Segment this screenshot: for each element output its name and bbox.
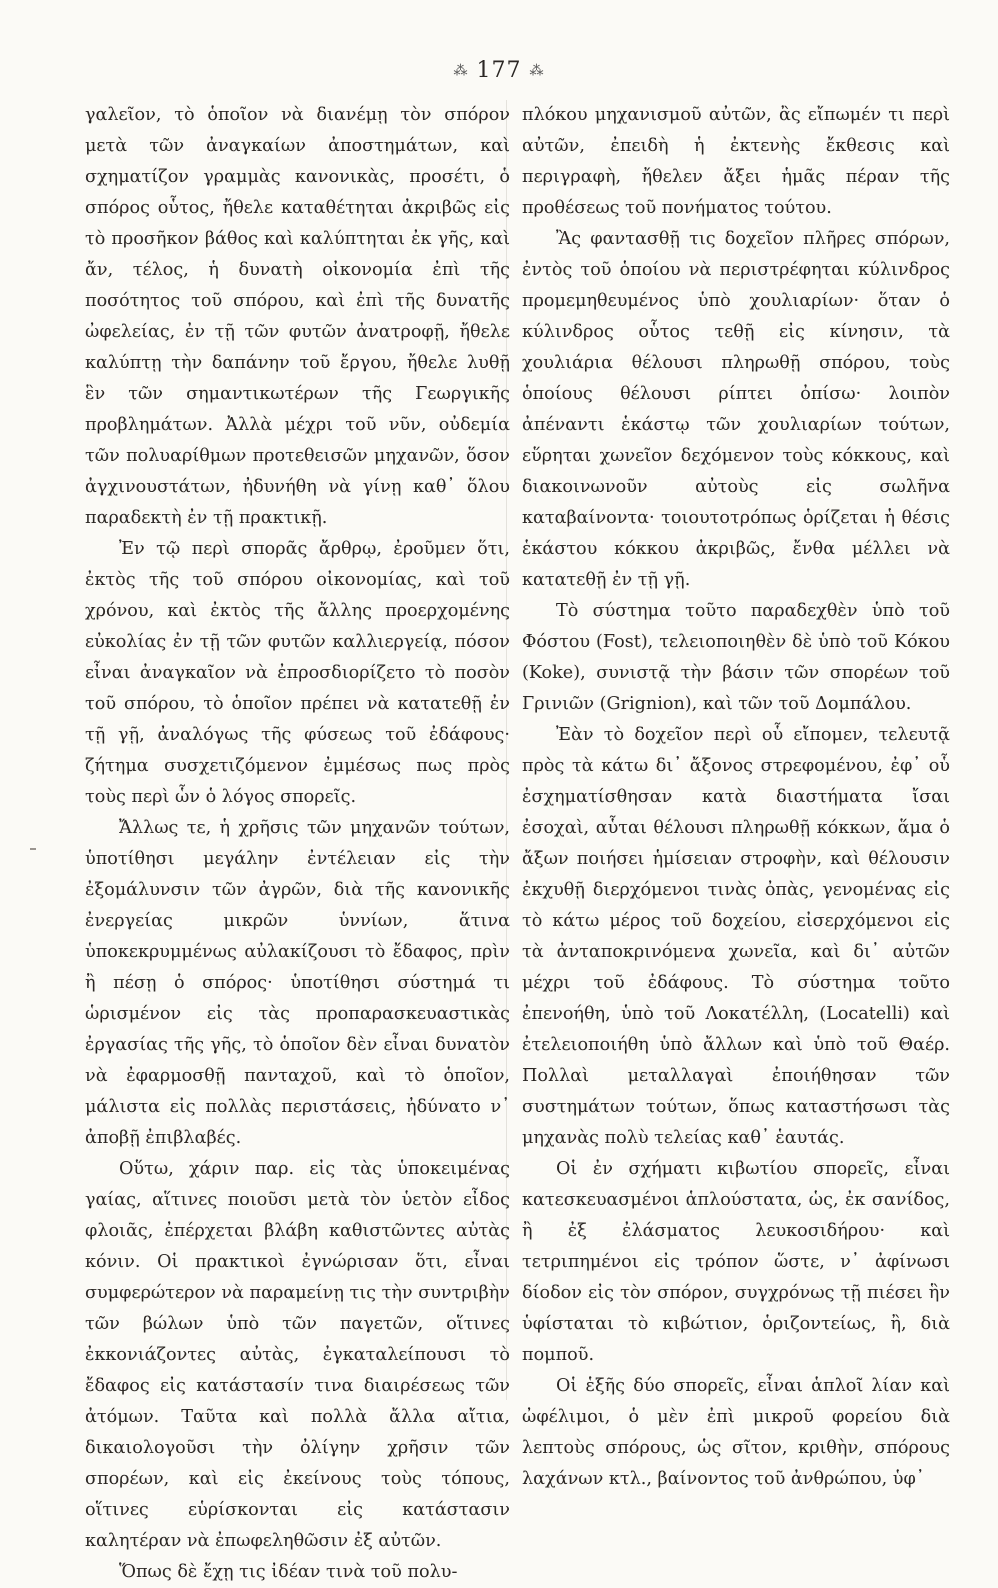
left-paragraph-4: Οὕτω, χάριν παρ. εἰς τὰς ὑποκειμένας γαίας, αἵτινες ποιοῦσι μετὰ τὸν ὑετὸν εἶδος φλοιᾶς, ἐπέρχεται βλάβη καθιστῶντες αὐτὰς κόνιν. Οἱ πρακτικοὶ ἐγνώρισαν ὅτι, εἶναι συμφερώτερον νὰ παραμείνῃ τις τὴν συντριβὴν τῶν βώλων ὑπὸ τῶν παγετῶν, οἵτινες ἐκκονιάζοντες αὐτὰς, ἐγκαταλείπουσι τὸ ἔδαφος εἰς κατάστασίν τινα διαιρέσεως τῶν ἀτόμων. Ταῦτα καὶ πολλὰ ἄλλα αἴτια, δικαιολογοῦσι τὴν ὀλίγην χρῆσιν τῶν σπορέων, καὶ εἰς ἐκείνους τοὺς τόπους, οἵτινες εὑρίσκονται εἰς κατάστασιν καλητέραν νὰ ἐπωφεληθῶσιν ἐξ αὐτῶν. [85,1159,510,1551]
right-paragraph-3: Τὸ σύστημα τοῦτο παραδεχθὲν ὑπὸ τοῦ Φόστου (Fost), τελειοποιηθὲν δὲ ὑπὸ τοῦ Κόκου (Koke), συνιστᾷ τὴν βάσιν τῶν σπορέων τοῦ Γρινιῶν (Grignion), καὶ τῶν τοῦ Δομπάλου. [522,601,950,714]
left-paragraph-2: Ἐν τῷ περὶ σπορᾶς ἄρθρῳ, ἐροῦμεν ὅτι, ἐκτὸς τῆς τοῦ σπόρου οἰκονομίας, καὶ τοῦ χρόνου, καὶ ἐκτὸς τῆς ἄλλης προερχομένης εὐκολίας ἐν τῇ τῶν φυτῶν καλλιεργείᾳ, πόσον εἶναι ἀναγκαῖον νὰ ἐπροσδιορίζετο τὸ ποσὸν τοῦ σπόρου, τὸ ὁποῖον πρέπει νὰ κατατεθῇ ἐν τῇ γῇ, ἀναλόγως τῆς φύσεως τοῦ ἐδάφους· ζήτημα συσχετιζόμενον ἐμμέσως πως πρὸς τοὺς περὶ ὧν ὁ λόγος σπορεῖς. [85,539,510,807]
right-paragraph-5: Οἱ ἐν σχήματι κιβωτίου σπορεῖς, εἶναι κατεσκευασμένοι ἁπλούστατα, ὡς, ἐκ σανίδος, ἢ ἐξ ἐλάσματος λευκοσιδήρου· καὶ τετριπημένοι εἰς τρόπον ὥστε, ν᾿ ἀφίνωσι δίοδον εἰς τὸν σπόρον, συγχρόνως τῇ πιέσει ἣν ὑφίσταται τὸ κιβώτιον, ὁριζοντείως, ἢ, διὰ πομποῦ. [522,1159,950,1365]
left-paragraph-5: Ὅπως δὲ ἔχῃ τις ἰδέαν τινὰ τοῦ πολυ- [119,1562,458,1582]
left-paragraph-1: γαλεῖον, τὸ ὁποῖον νὰ διανέμῃ τὸν σπόρον μετὰ τῶν ἀναγκαίων ἀποστημάτων, καὶ σχηματίζον γραμμὰς κανονικὰς, προσέτι, ὁ σπόρος οὗτος, ἤθελε καταθέτηται ἀκριβῶς εἰς τὸ προσῆκον βάθος καὶ καλύπτηται ἐκ γῆς, καὶ ἄν, τέλος, ἡ δυνατὴ οἰκονομία ἐπὶ τῆς ποσότητος τοῦ σπόρου, καὶ ἐπὶ τῆς δυνατῆς ὠφελείας, ἐν τῇ τῶν φυτῶν ἀνατροφῇ, ἤθελε καλύπτῃ τὴν δαπάνην τοῦ ἔργου, ἤθελε λυθῇ ἓν τῶν σημαντικωτέρων τῆς Γεωργικῆς προβλημάτων. Ἀλλὰ μέχρι τοῦ νῦν, οὐδεμία τῶν πολυαρίθμων προτεθεισῶν μηχανῶν, ὅσον ἀγχινουστάτων, ἠδυνήθη νὰ γίνῃ καθ᾿ ὅλου παραδεκτὴ ἐν τῇ πρακτικῇ. [85,105,510,528]
right-paragraph-2: Ἂς φαντασθῇ τις δοχεῖον πλῆρες σπόρων, ἐντὸς τοῦ ὁποίου νὰ περιστρέφηται κύλινδρος προμεμηθευμένος ὑπὸ χουλιαρίων· ὅταν ὁ κύλινδρος οὗτος τεθῇ εἰς κίνησιν, τὰ χουλιάρια θέλουσι πληρωθῇ σπόρου, τοὺς ὁποίους θέλουσι ρίπτει ὀπίσω· λοιπὸν ἀπέναντι ἑκάστῳ τῶν χουλιαρίων τούτων, εὕρηται χωνεῖον δεχόμενον τοὺς κόκκους, καὶ διακοινωνοῦν αὐτοὺς εἰς σωλῆνα καταβαίνοντα· τοιουτοτρόπως ὁρίζεται ἡ θέσις ἑκάστου κόκκου ἀκριβῶς, ἔνθα μέλλει νὰ κατατεθῇ ἐν τῇ γῇ. [522,229,950,590]
left-column [85,100,510,1588]
page-header [0,58,998,83]
margin-mark [30,848,36,850]
page-number: 177 [476,58,522,83]
right-paragraph-1: πλόκου μηχανισμοῦ αὐτῶν, ἂς εἴπωμέν τι περὶ αὐτῶν, ἐπειδὴ ἡ ἐκτενὴς ἔκθεσις καὶ περιγραφὴ, ἤθελεν ἄξει ἡμᾶς πέραν τῆς προθέσεως τοῦ πονήματος τούτου. [522,105,950,218]
left-paragraph-3: Ἄλλως τε, ἡ χρῆσις τῶν μηχανῶν τούτων, ὑποτίθησι μεγάλην ἐντέλειαν εἰς τὴν ἐξομάλυνσιν τῶν ἀγρῶν, διὰ τῆς κανονικῆς ἐνεργείας μικρῶν ὑννίων, ἅτινα ὑποκεκρυμμένως αὐλακίζουσι τὸ ἔδαφος, πρὶν ἢ πέσῃ ὁ σπόρος· ὑποτίθησι σύστημά τι ὡρισμένον εἰς τὰς προπαρασκευαστικὰς ἐργασίας τῆς γῆς, τὸ ὁποῖον δὲν εἶναι δυνατὸν νὰ ἐφαρμοσθῇ πανταχοῦ, καὶ τὸ ὁποῖον, μάλιστα εἰς πολλὰς περιστάσεις, ἠδύνατο ν᾿ ἀποβῇ ἐπιβλαβές. [85,818,510,1148]
right-column [522,100,950,1495]
right-paragraph-6: Οἱ ἑξῆς δύο σπορεῖς, εἶναι ἁπλοῖ λίαν καὶ ὠφέλιμοι, ὁ μὲν ἐπὶ μικροῦ φορείου διὰ λεπτοὺς σπόρους, ὡς σῖτον, κριθὴν, σπόρους λαχάνων κτλ., βαίνοντος τοῦ ἀνθρώπου, ὑφ᾿ [522,1376,950,1489]
right-paragraph-4: Ἐὰν τὸ δοχεῖον περὶ οὗ εἴπομεν, τελευτᾷ πρὸς τὰ κάτω δι᾿ ἄξονος στρεφομένου, ἐφ᾿ οὗ ἐσχηματίσθησαν κατὰ διαστήματα ἴσαι ἐσοχαὶ, αὗται θέλουσι πληρωθῇ κόκκων, ἅμα ὁ ἄξων ποιήσει ἡμίσειαν στροφὴν, καὶ θέλουσιν ἐκχυθῇ διερχόμενοι τινὰς ὀπὰς, γενομένας εἰς τὸ κάτω μέρος τοῦ δοχείου, εἰσερχόμενοι εἰς τὰ ἀνταποκρινόμενα χωνεῖα, καὶ δι᾿ αὐτῶν μέχρι τοῦ ἐδάφους. Τὸ σύστημα τοῦτο ἐπενοήθη, ὑπὸ τοῦ Λοκατέλλη, (Locatelli) καὶ ἐτελειοποιήθη ὑπὸ ἄλλων καὶ ὑπὸ τοῦ Θαέρ. Πολλαὶ μεταλλαγαὶ ἐποιήθησαν τῶν συστημάτων τούτων, ὅπως καταστήσωσι τὰς μηχανὰς πολὺ τελείας καθ᾿ ἑαυτάς. [522,725,950,1148]
ornament-right: ⁂ [529,63,545,79]
ornament-left: ⁂ [453,63,469,79]
